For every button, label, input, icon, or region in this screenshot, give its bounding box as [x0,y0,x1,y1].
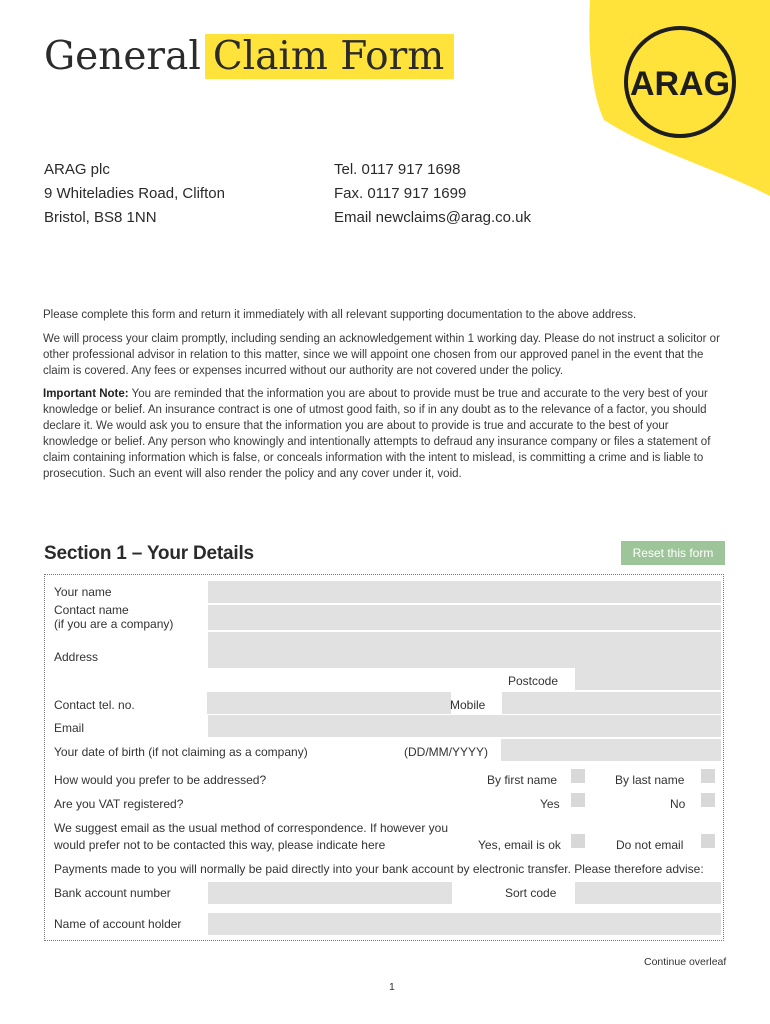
important-note-label: Important Note: [43,388,129,400]
intro-paragraph-1: Please complete this form and return it immediately with all relevant supporting documentation to the above address. [43,309,637,321]
section-1-title: Section 1 – Your Details [44,543,254,564]
important-note [43,386,723,482]
contact-name-sub-label: (if you are a company) [54,617,174,631]
company-fax: Fax. 0117 917 1699 [334,185,467,202]
title-general: General [44,34,201,79]
sort-code-input[interactable] [575,882,721,904]
bank-account-label: Bank account number [54,886,171,900]
page-title [44,32,454,82]
company-tel: Tel. 0117 917 1698 [334,161,461,178]
vat-no-label: No [670,797,686,811]
mobile-label: Mobile [450,698,486,712]
company-street: 9 Whiteladies Road, Clifton [44,185,225,202]
by-first-name-label: By first name [487,773,558,787]
vat-yes-label: Yes [540,797,560,811]
important-note-text: You are reminded that the information you are about to provide must be true and accurate to the very best of your knowledge or belief. An insurance contract is one of utmost good faith, so if in any doubt as to the relevance of a factor, you should declare it. We would ask you to ensure that the information you are about to provide is true and accurate to the best of your knowledge or belief. Any person who knowingly and intentionally attempts to defraud any insurance company or files a statement of claim containing information which is false, or conceals information with the intent to mislead, is committing a crime and is liable to prosecution. Such an event will also render the policy and any cover under it, void. [43,388,711,480]
continue-overleaf: Continue overleaf [644,956,727,968]
email-label: Email [54,721,85,735]
by-last-name-checkbox[interactable] [701,769,715,783]
company-city: Bristol, BS8 1NN [44,209,157,226]
do-not-email-checkbox[interactable] [701,834,715,848]
email-ok-checkbox[interactable] [571,834,585,848]
logo-text: ARAG [629,65,731,103]
dob-input[interactable] [501,739,721,761]
contact-name-label: Contact name [54,603,129,617]
your-name-label: Your name [54,585,112,599]
intro-paragraph-2: We will process your claim promptly, including sending an acknowledgement within 1 working day. Please do not instruct a solicitor or other professional advisor in relation to this matter, since we will appoint one chosen from our approved panel in the event that the claim is covered. Any fees or expenses incurred without our authority are not covered under the policy. [43,333,720,377]
correspondence-label-line-2: would prefer not to be contacted this way, please indicate here [54,838,386,852]
dob-label: Your date of birth (if not claiming as a company) [54,745,308,759]
reset-form-button[interactable]: Reset this form [621,541,725,565]
postcode-input[interactable] [575,668,721,690]
address-input[interactable] [208,632,721,668]
account-holder-input[interactable] [208,913,721,935]
payments-note: Payments made to you will normally be paid directly into your bank account by electronic transfer. Please therefore advise: [54,862,704,876]
contact-tel-input[interactable] [207,692,451,714]
mobile-input[interactable] [502,692,721,714]
vat-label: Are you VAT registered? [54,797,184,811]
contact-tel-label: Contact tel. no. [54,698,135,712]
your-name-input[interactable] [208,581,721,603]
company-email: Email newclaims@arag.co.uk [334,209,531,226]
email-input[interactable] [208,715,721,737]
company-name: ARAG plc [44,161,110,178]
email-ok-label: Yes, email is ok [478,838,561,852]
vat-no-checkbox[interactable] [701,793,715,807]
page-number: 1 [389,981,395,993]
title-claim-form: Claim Form [205,34,454,79]
sort-code-label: Sort code [505,886,557,900]
correspondence-label-line-1: We suggest email as the usual method of correspondence. If however you [54,821,449,835]
contact-name-input[interactable] [208,605,721,630]
postcode-label: Postcode [508,674,559,688]
bank-account-input[interactable] [208,882,452,904]
dob-format-label: (DD/MM/YYYY) [404,745,488,759]
address-label: Address [54,650,99,664]
by-first-name-checkbox[interactable] [571,769,585,783]
addressed-label: How would you prefer to be addressed? [54,773,267,787]
vat-yes-checkbox[interactable] [571,793,585,807]
do-not-email-label: Do not email [616,838,684,852]
account-holder-label: Name of account holder [54,917,182,931]
by-last-name-label: By last name [615,773,685,787]
